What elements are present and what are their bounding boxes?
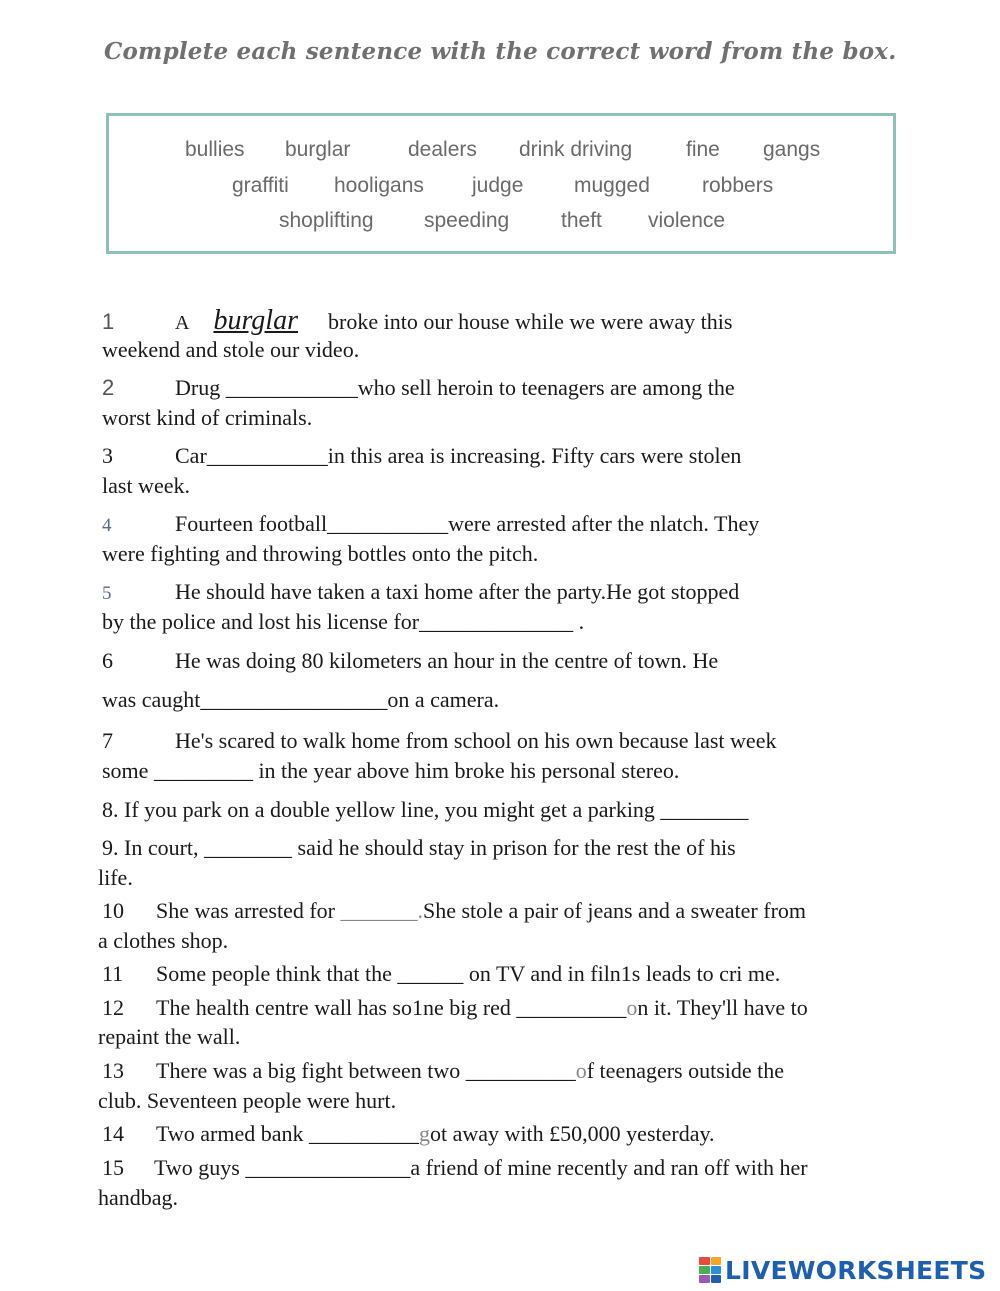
- sentence-6-line-1: [102, 648, 718, 674]
- sentence-15-number: 15: [102, 1155, 124, 1180]
- sentence-12-text-a[interactable]: The health centre wall has so1ne big red __________: [156, 995, 627, 1020]
- sentence-4-number: 4: [102, 515, 112, 536]
- sentence-11-text[interactable]: Some people think that the ______ on TV and in filn1s leads to cri me.: [156, 961, 781, 986]
- sentence-8-line-1[interactable]: 8. If you park on a double yellow line, you might get a parking ________: [102, 797, 749, 822]
- sentence-5-number: 5: [102, 583, 112, 604]
- sentence-14-text-b: ot away with £50,000 yesterday.: [430, 1121, 715, 1146]
- sentence-11-line-1: [102, 961, 780, 987]
- sentence-6-number: 6: [102, 648, 113, 673]
- word-hooligans: hooligans: [334, 174, 424, 197]
- word-judge: judge: [472, 174, 524, 197]
- sentence-15-line-2: handbag.: [98, 1185, 179, 1210]
- sentence-13-number: 13: [102, 1058, 124, 1083]
- word-speeding: speeding: [424, 209, 510, 232]
- sentence-2-number: 2: [102, 375, 115, 400]
- sentence-13-text-a[interactable]: There was a big fight between two __________: [156, 1058, 576, 1083]
- sentence-3-line-2: last week.: [102, 473, 190, 498]
- sentence-14-gray-letter: g: [419, 1121, 431, 1146]
- sentence-4-line-1: [102, 511, 759, 537]
- sentence-1-text: broke into our house while we were away this: [328, 309, 733, 334]
- sentence-9-line-1[interactable]: 9. In court, ________ said he should stay in prison for the rest the of his: [102, 835, 736, 860]
- sentence-14-text-a[interactable]: Two armed bank __________: [156, 1121, 420, 1146]
- sentence-10-text-b: She stole a pair of jeans and a sweater from: [423, 898, 807, 923]
- sentence-13-text-b: f teenagers outside the: [586, 1058, 785, 1083]
- liveworksheets-logo-text: LIVEWORKSHEETS: [725, 1255, 987, 1285]
- sentence-1-article: A: [175, 312, 190, 334]
- sentence-2-line-1: [102, 375, 735, 401]
- liveworksheets-logo: [699, 1255, 986, 1285]
- sentence-4-text[interactable]: Fourteen football___________were arrested after the nlatch. They: [175, 511, 760, 536]
- sentence-10-line-1: [102, 898, 806, 924]
- sentence-12-line-2: repaint the wall.: [98, 1024, 241, 1049]
- sentence-5-text: He should have taken a taxi home after the party.He got stopped: [175, 579, 740, 604]
- sentence-5-line-1: [102, 579, 739, 605]
- sentence-1-line-2: weekend and stole our video.: [102, 337, 360, 362]
- sentence-10-number: 10: [102, 898, 124, 923]
- sentence-2-line-2: worst kind of criminals.: [102, 405, 313, 430]
- word-robbers: robbers: [702, 174, 774, 197]
- sentence-11-number: 11: [102, 961, 124, 986]
- liveworksheets-logo-icon: [699, 1257, 721, 1283]
- word-bullies: bullies: [185, 138, 245, 161]
- sentence-14-line-1: [102, 1121, 715, 1147]
- sentence-7-line-1: [102, 728, 776, 754]
- word-violence: violence: [648, 209, 726, 232]
- word-shoplifting: shoplifting: [279, 209, 374, 232]
- sentence-12-text-b: n it. They'll have to: [637, 995, 808, 1020]
- sentence-1-line-1: [102, 305, 732, 337]
- sentence-13-line-1: [102, 1058, 784, 1084]
- sentence-14-number: 14: [102, 1121, 124, 1146]
- sentence-1-number: 1: [102, 309, 115, 334]
- sentence-3-text[interactable]: Car___________in this area is increasing. Fifty cars were stolen: [175, 443, 742, 468]
- sentence-5-line-2[interactable]: by the police and lost his license for______________ .: [102, 609, 585, 634]
- sentence-3-line-1: [102, 443, 741, 469]
- sentence-7-line-2[interactable]: some _________ in the year above him broke his personal stereo.: [102, 758, 680, 783]
- sentence-10-line-2: a clothes shop.: [98, 928, 229, 953]
- word-graffiti: graffiti: [232, 174, 289, 197]
- sentence-13-gray-letter: o: [575, 1058, 587, 1083]
- sentence-6-line-2[interactable]: was caught_________________on a camera.: [102, 687, 500, 712]
- sentence-3-number: 3: [102, 443, 113, 468]
- word-dealers: dealers: [408, 138, 477, 161]
- sentence-7-text: He's scared to walk home from school on his own because last week: [175, 728, 777, 753]
- word-drink-driving: drink driving: [519, 138, 633, 161]
- word-gangs: gangs: [763, 138, 821, 161]
- sentence-10-text-a: She was arrested for: [156, 898, 335, 923]
- word-theft: theft: [561, 209, 602, 232]
- sentence-12-gray-letter: o: [626, 995, 638, 1020]
- sentence-6-text: He was doing 80 kilometers an hour in the centre of town. He: [175, 648, 719, 673]
- sentence-10-blank[interactable]: _______.: [340, 898, 423, 923]
- sentence-15-line-1: [102, 1155, 808, 1181]
- instructions: Complete each sentence with the correct word from the box.: [104, 38, 897, 65]
- sentence-4-line-2: were fighting and throwing bottles onto the pitch.: [102, 541, 539, 566]
- sentence-15-text[interactable]: Two guys _______________a friend of mine recently and ran off with her: [154, 1155, 808, 1180]
- word-burglar: burglar: [285, 138, 351, 161]
- sentence-12-number: 12: [102, 995, 124, 1020]
- sentence-13-line-2: club. Seventeen people were hurt.: [98, 1088, 397, 1113]
- sentence-12-line-1: [102, 995, 808, 1021]
- sentence-1-answer[interactable]: burglar: [213, 305, 298, 336]
- sentence-9-line-2: life.: [98, 865, 133, 890]
- word-mugged: mugged: [574, 174, 650, 197]
- sentence-2-text[interactable]: Drug ____________who sell heroin to teenagers are among the: [175, 375, 735, 400]
- sentence-7-number: 7: [102, 728, 113, 753]
- word-box: [106, 113, 896, 254]
- word-fine: fine: [686, 138, 720, 161]
